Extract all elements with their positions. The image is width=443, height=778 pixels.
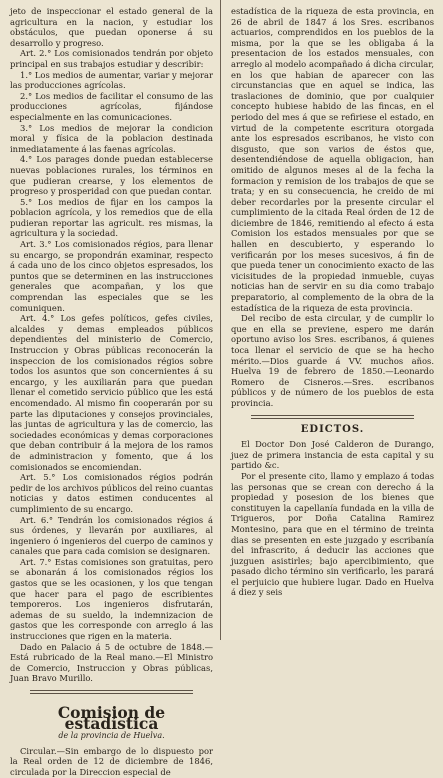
paragraph: Art. 7.° Estas comisiones son gratuitas, pero se abonarán á los comisionados régios los gastos que se les ocasionen, y los que tengan que hacer para el pago de escribientes temporeros. Los ingenieros disfrutarán, ademas de su sueldo, la indemnizacion de gastos que les corresponde con arreglo á las instrucciones que rigen en la materia. bbox=[10, 556, 213, 642]
paragraph: Art. 5.° Los comisionados régios podrán pedir de los archivos públicos del reino cuantas noticias y datos estimen conducentes al cumplimiento de su encargo. bbox=[10, 472, 213, 514]
paragraph: Art. 2.° Los comisionados tendrán por objeto principal en sus trabajos estudiar y describir: bbox=[10, 48, 213, 69]
edictos-title: EDICTOS. bbox=[300, 423, 365, 435]
section-subtitle: de la provincia de Huelva. bbox=[58, 731, 165, 741]
section-divider bbox=[251, 415, 414, 419]
edicto-paragraph: Por el presente cito, llamo y emplazo á todas las personas que se crean con derecho á la propiedad y posesion de los bienes que constituyen la capellanía fundada en la villa de Trigueros, por Doña Catalina Ramirez Montesino, para que en el término de treinta dias se presenten en este juzgado y escribanía del infrascrito, á deducir las acciones que juzguen asistirles; bajo apercibimiento, que pasado dicho término sin verificarlo, les parará el perjuicio que hubiere lugar. Dado en Huelva á diez y seis bbox=[231, 470, 434, 598]
paragraph: Dado en Palacio á 5 de octubre de 1848.—Está rubricado de la Real mano.—El Ministro de Comercio, Instruccion y Obras públicas, Juan Bravo Murillo. bbox=[10, 641, 213, 684]
paragraph: 3.° Los medios de mejorar la condicion moral y física de la poblacion destinada inmediatamente á las faenas agrícolas. bbox=[10, 122, 213, 154]
paragraph: Art. 6.° Tendrán los comisionados régios á sus órdenes, y llevarán por auxiliares, al ingeniero ó ingenieros del cuerpo de caminos y canales que para cada comision se designaren. bbox=[10, 514, 213, 557]
circular-paragraph: Circular.—Sin embargo de lo dispuesto por la Real orden de 12 de diciembre de 1846, circulada por la Direccion especial de bbox=[10, 745, 213, 777]
paragraph: estadística de la riqueza de esta provincia, en 26 de abril de 1847 á los Sres. escribanos actuarios, comprendidos en los pueblos de la misma, por la que se les obligaba á la presentacion de los estados mensuales, con arreglo al modelo acompañado á dicha circular, en los que habian de aparecer con las circunstancias que en aquel se indica, las traslaciones de dominio, que por cualquier concepto hubiese habido de las fincas, en el periodo del mes á que se refiriese el estado, en virtud de la competente escritura otorgada ante los espresados escribanos, he visto con disgusto, que son varios de éstos que, desentendiéndose de aquella obligacion, han omitido de algunos meses al de la fecha la formacion y remision de los trabajos de que se trata; y en su consecuencia, he creido de mi deber recordarles por la presente circular el cumplimiento de la citada Real órden de 12 de diciembre de 1846, remitiendo al efecto á esta Comision los estados mensuales por que se hallen en descubierto, y esperando lo verificarán por los meses sucesivos, á fin de que pueda tener un conocimiento exacto de las vicisitudes de la propiedad inmueble, cuyas noticias han de servir en su dia como trabajo preparatorio, al complemento de la obra de la estadística de la riqueza de esta provincia. bbox=[231, 6, 434, 313]
section-divider bbox=[30, 690, 193, 694]
edicto-paragraph: El Doctor Don José Calderon de Durango, juez de primera instancia de esta capital y su partido &c. bbox=[231, 439, 434, 471]
column-divider bbox=[220, 0, 221, 640]
paragraph: 2.° Los medios de facilitar el consumo de las producciones agrícolas, fijándose especialmente en las comunicaciones. bbox=[10, 90, 213, 122]
paragraph: Art. 4.° Los gefes políticos, gefes civiles, alcaldes y demas empleados públicos dependientes del ministerio de Comercio, Instruccion y Obras públicas reconocerán la inspeccion de los comisionados régios sobre todos los asuntos que son concernientes á su encargo, y les auxiliarán para que puedan llenar el cometido servicio público que les está encomendado. Al mismo fin cooperarán por su parte las diputaciones y consejos provinciales, las juntas de agricultura y las de comercio, las sociedades económicas y demas corporaciones que deban contribuir á la mejora de los ramos de administracion y fomento, que á los comisionados se encomiendan. bbox=[10, 313, 213, 472]
left-column bbox=[10, 6, 213, 778]
paragraph: 4.° Los parages donde puedan establecerse nuevas poblaciones rurales, los términos en que pudieran crearse, y los elementos de progreso y prosperidad con que puedan contar. bbox=[10, 154, 213, 197]
paragraph: 5.° Los medios de fijar en los campos la poblacion agrícola, y los remedios que de ella pudieran reportar las agricult. res mismas, la agricultura y la sociedad. bbox=[10, 196, 213, 239]
paragraph: Del recibo de esta circular, y de cumplir lo que en ella se previene, espero me darán oportuno aviso los Sres. escribanos, á quienes toca llenar el servicio de que se ha hecho mérito.—Dios guarde á VV. muchos años. Huelva 19 de febrero de 1850.—Leonardo Romero de Cisneros.—Sres. escribanos públicos y de número de los pueblos de esta provincia. bbox=[231, 313, 434, 408]
paragraph: 1.° Los medios de aumentar, variar y mejorar las producciones agrícolas. bbox=[10, 69, 213, 91]
section-title: Comision de estadística bbox=[57, 703, 166, 733]
paragraph: jeto de inspeccionar el estado general de la agricultura en la nacion, y estudiar los obstáculos, que puedan oponerse á su desarrollo y progreso. bbox=[10, 6, 213, 48]
paragraph: Art. 3.° Los comisionados régios, para llenar su encargo, se propondrán examinar, respecto á cada uno de los cinco objetos espresados, los puntos que se determinen en las instrucciones generales que acompañan, y los que comprendan las especiales que se les comuniquen. bbox=[10, 239, 213, 313]
right-column bbox=[231, 6, 434, 598]
